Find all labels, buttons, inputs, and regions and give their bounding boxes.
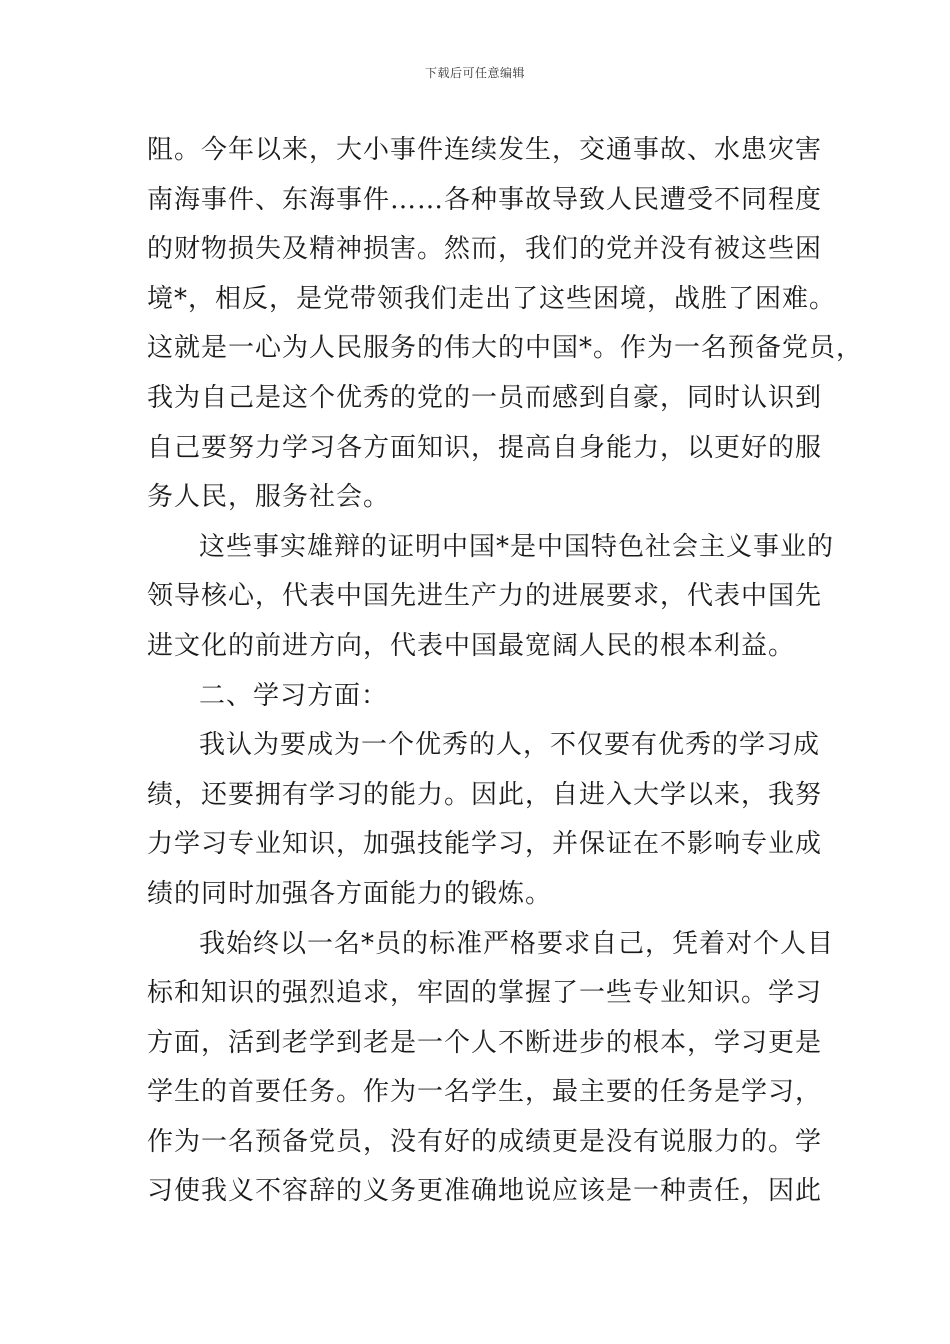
- text-line: 绩的同时加强各方面能力的锻炼。: [147, 878, 553, 909]
- page-header: 下载后可任意编辑: [424, 66, 525, 80]
- text-line: 进文化的前进方向，代表中国最宽阔人民的根本利益。: [147, 630, 796, 661]
- text-line: 自己要努力学习各方面知识，提高自身能力，以更好的服: [147, 432, 823, 463]
- text-line: 阻。今年以来，大小事件连续发生，交通事故、水患灾害: [147, 135, 823, 165]
- text-line: 方面，活到老学到老是一个人不断进步的根本，学习更是: [147, 1027, 823, 1058]
- text-line: 务人民，服务社会。: [147, 482, 391, 513]
- text-line: 绩，还要拥有学习的能力。因此，自进入大学以来，我努: [147, 779, 823, 810]
- text-line: 南海事件、东海事件……各种事故导致人民遭受不同程度: [147, 184, 823, 215]
- document-body: [147, 126, 864, 1217]
- text-line: 领导核心，代表中国先进生产力的进展要求，代表中国先: [147, 581, 823, 612]
- text-line: 这就是一心为人民服务的伟大的中国*。作为一名预备党员，: [147, 333, 864, 364]
- text-line: 我为自己是这个优秀的党的一员而感到自豪，同时认识到: [147, 382, 823, 413]
- text-line: 我认为要成为一个优秀的人，不仅要有优秀的学习成: [199, 730, 821, 761]
- text-line: 标和知识的强烈追求，牢固的掌握了一些专业知识。学习: [147, 978, 823, 1009]
- text-line: 二、学习方面：: [199, 680, 389, 711]
- text-line: 力学习专业知识，加强技能学习，并保证在不影响专业成: [147, 829, 823, 860]
- text-line: 境*，相反，是党带领我们走出了这些困境，战胜了困难。: [147, 283, 837, 314]
- text-line: 习使我义不容辞的义务更准确地说应该是一种责任，因此: [147, 1176, 823, 1207]
- text-line: 作为一名预备党员，没有好的成绩更是没有说服力的。学: [147, 1126, 823, 1157]
- text-line: 学生的首要任务。作为一名学生，最主要的任务是学习，: [147, 1077, 823, 1108]
- text-line: 的财物损失及精神损害。然而，我们的党并没有被这些困: [147, 234, 823, 265]
- text-line: 我始终以一名*员的标准严格要求自己，凭着对个人目: [199, 928, 835, 959]
- text-line: 这些事实雄辩的证明中国*是中国特色社会主义事业的: [199, 531, 835, 562]
